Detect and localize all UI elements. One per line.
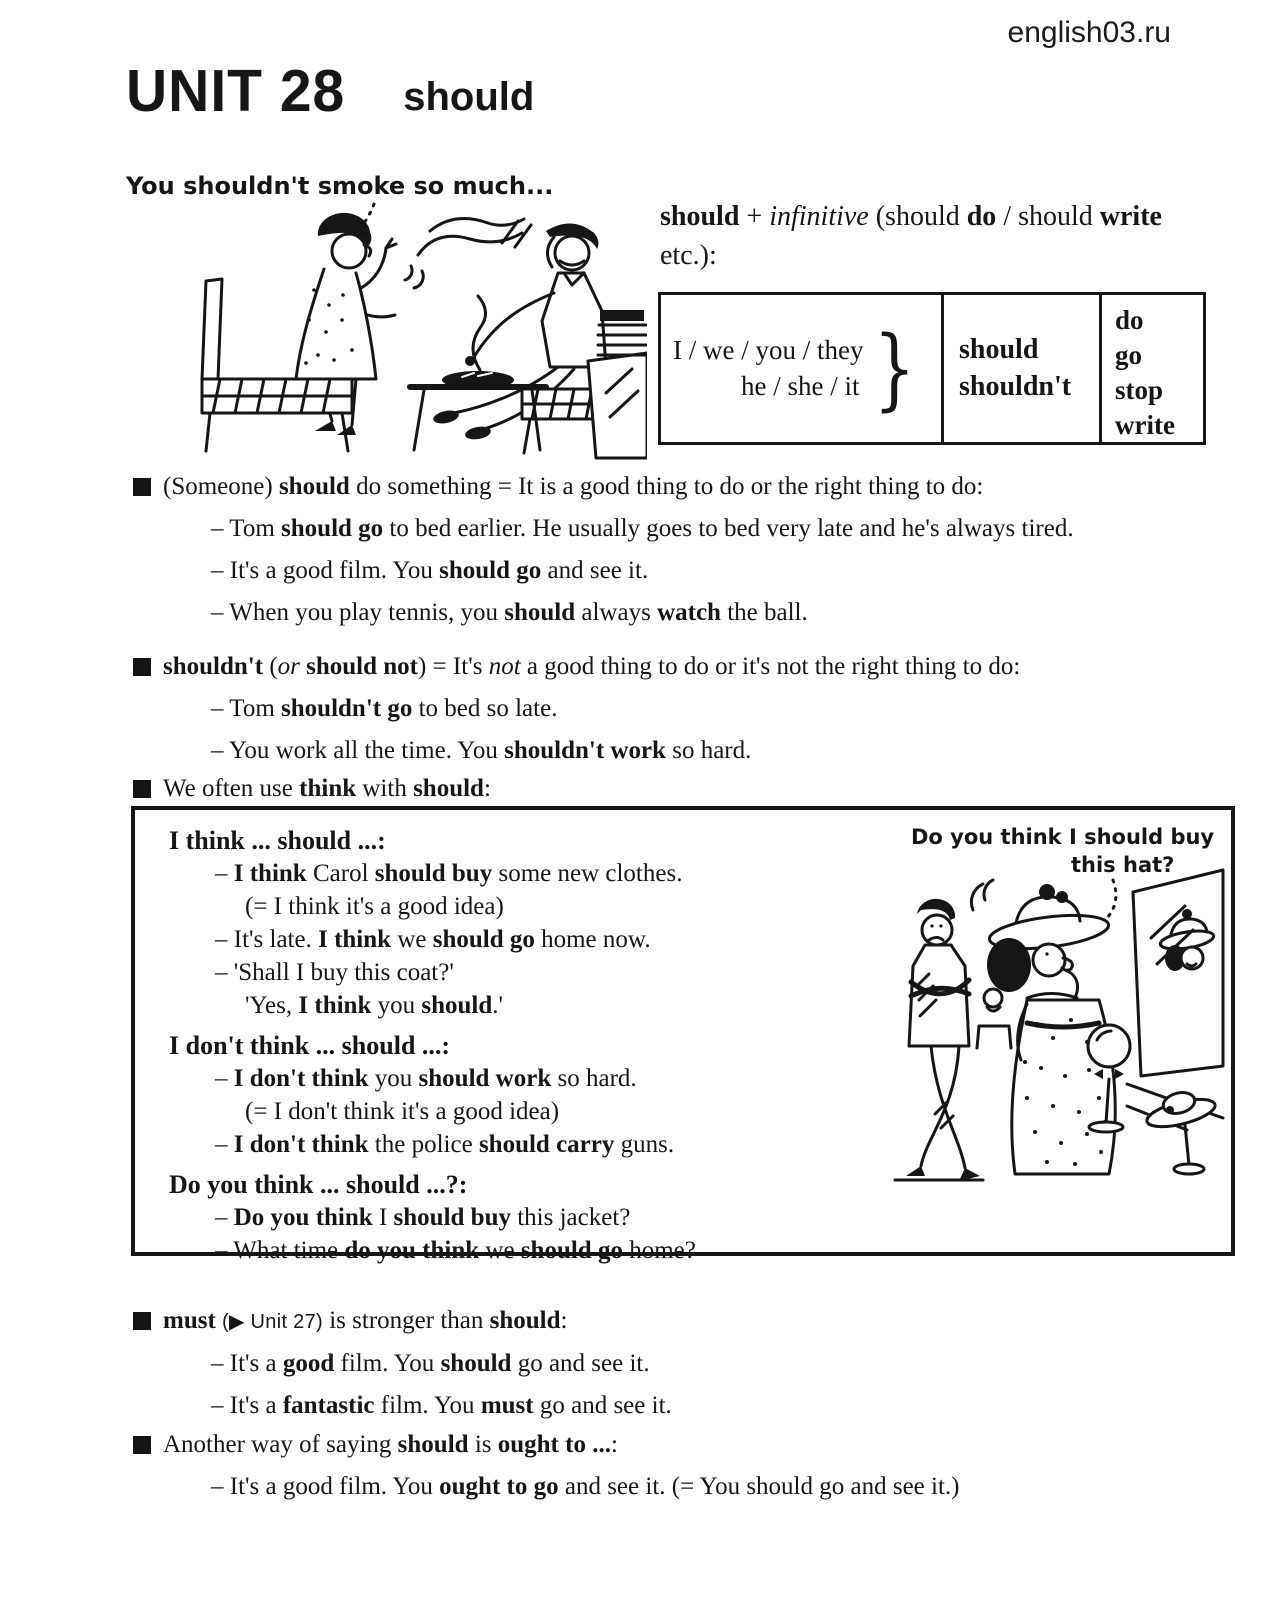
section-ought [133,1424,1273,1508]
example-item: – It's a good film. You ought to go and see it. (= You should go and see it.) [211,1473,960,1500]
section-heading: shouldn't (or should not) = It's not a good thing to do or it's not the right thing to do: [133,646,1273,688]
example-item: – Tom should go to bed earlier. He usually goes to bed very late and he's always tired. [211,515,1074,542]
example-item: – 'Shall I buy this coat?' [215,959,454,986]
infinitive-2: go [1115,340,1142,371]
example-item: – It's late. I think we should go home now. [215,926,651,953]
page-title [126,58,534,124]
example-item: – You work all the time. You shouldn't work so hard. [211,737,752,764]
example-note: (= I don't think it's a good idea) [245,1098,560,1125]
square-bullet-icon [133,1436,151,1454]
brace-glyph: } [873,316,916,421]
section-heading: (Someone) should do something = It is a good thing to do or the right thing to do: [133,466,1273,508]
hat-cartoon-caption-line2: this hat? [1071,853,1175,877]
section-must [133,1300,1273,1427]
pronouns-line-1: I / we / you / they [673,335,864,366]
infinitive-3: stop [1115,375,1164,406]
form-table-verb-cell [944,295,1102,442]
verb-line-2: shouldn't [959,370,1072,402]
section-heading: must (▶ Unit 27) is stronger than should: [133,1300,1273,1343]
example-note: (= I think it's a good idea) [245,893,504,920]
example-item: – Tom shouldn't go to bed so late. [211,695,558,722]
example-item: – Do you think I should buy this jacket? [215,1204,631,1231]
hat-cartoon-caption-line1: Do you think I should buy [911,825,1215,849]
group-do-you-think [169,1168,869,1267]
form-table [658,292,1206,445]
think-should-box [131,806,1235,1264]
square-bullet-icon [133,478,151,496]
example-reply: 'Yes, I think you should.' [245,992,504,1019]
example-item: – When you play tennis, you should always watch the ball. [211,599,808,626]
pronouns-line-2: he / she / it [740,370,860,401]
example-item: – It's a good film. You should go and see it. [211,1350,650,1377]
square-bullet-icon [133,780,151,798]
form-table-infinitive-cell [1102,295,1203,442]
verb-line-1: should [959,334,1039,366]
unit-topic: should [403,75,535,119]
section-heading: We often use think with should: [133,768,1273,810]
group-heading: Do you think ... should ...?: [169,1170,468,1199]
watermark: english03.ru [1007,16,1171,49]
infinitive-1: do [1115,305,1144,335]
formula-line: should + infinitive (should do / should write etc.): [660,201,1162,271]
square-bullet-icon [133,658,151,676]
smoking-cartoon [112,158,647,460]
section-heading: Another way of saying should is ought to ...: [133,1424,1273,1466]
square-bullet-icon [133,1312,151,1330]
section-should [133,466,1273,634]
example-item: – What time do you think we should go home? [215,1237,696,1264]
example-item: – It's a fantastic film. You must go and see it. [211,1392,672,1419]
group-dont-think [169,1029,869,1161]
group-i-think [169,824,869,1022]
group-heading: I think ... should ...: [169,826,386,855]
hat-cartoon [875,812,1227,1250]
example-item: – I think Carol should buy some new clothes. [215,860,683,887]
unit-number: UNIT 28 [126,57,346,125]
section-think-intro [133,768,1273,810]
example-item: – I don't think the police should carry guns. [215,1131,675,1158]
section-shouldnt [133,646,1273,772]
infinitive-4: write [1115,410,1175,441]
smoking-cartoon-caption: You shouldn't smoke so much... [126,172,554,200]
form-table-pronouns-cell [661,295,944,442]
example-item: – I don't think you should work so hard. [215,1065,637,1092]
group-heading: I don't think ... should ...: [169,1031,451,1060]
example-item: – It's a good film. You should go and see it. [211,557,649,584]
